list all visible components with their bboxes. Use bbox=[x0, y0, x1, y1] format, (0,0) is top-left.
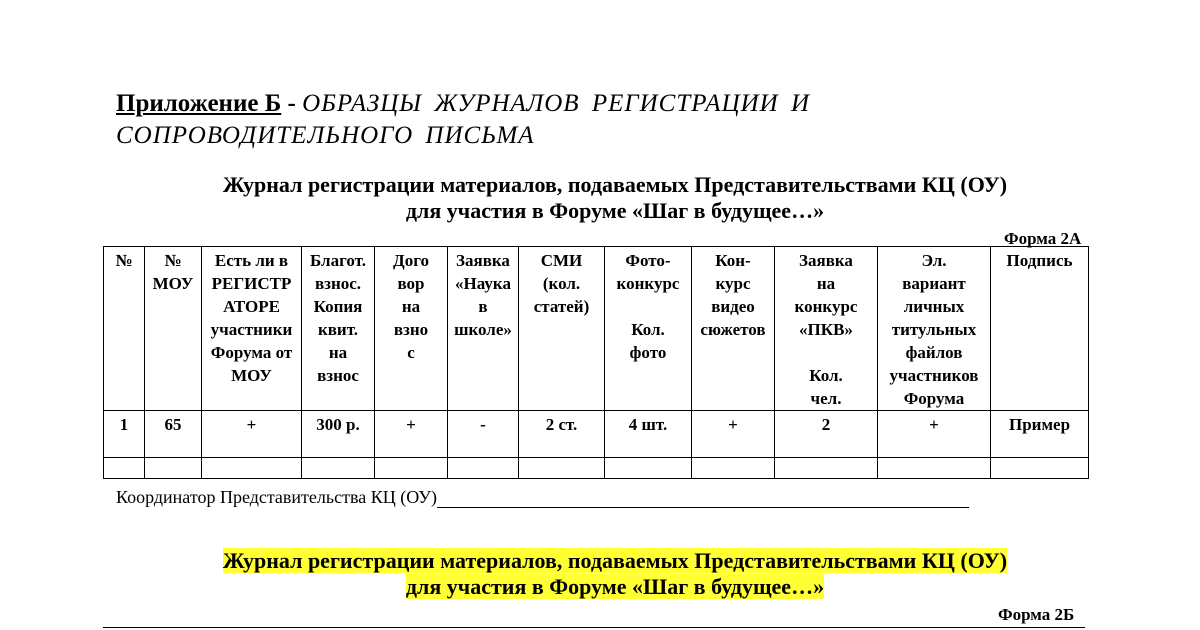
table2-top-border bbox=[103, 627, 1085, 628]
table-row-empty bbox=[104, 458, 1089, 479]
cell-files: + bbox=[878, 411, 991, 458]
form-2b-label: Форма 2Б bbox=[998, 605, 1075, 624]
signature-underline bbox=[437, 491, 969, 508]
header-media: СМИ (кол. статей) bbox=[519, 247, 605, 411]
cell-signature: Пример bbox=[991, 411, 1089, 458]
cell-pkv: 2 bbox=[775, 411, 878, 458]
heading-title-line2: СОПРОВОДИТЕЛЬНОГО ПИСЬМА bbox=[116, 122, 535, 149]
cell-science-app: - bbox=[448, 411, 519, 458]
header-science-app: Заявка «Наука в школе» bbox=[448, 247, 519, 411]
header-files: Эл. вариант личных титульных файлов участников Форума bbox=[878, 247, 991, 411]
header-mou: № МОУ bbox=[145, 247, 202, 411]
cell-registrator: + bbox=[202, 411, 302, 458]
cell-contract: + bbox=[375, 411, 448, 458]
form-2a-label: Форма 2А bbox=[1004, 229, 1082, 248]
cell-fee: 300 р. bbox=[302, 411, 375, 458]
header-signature: Подпись bbox=[991, 247, 1089, 411]
registration-table bbox=[103, 246, 1089, 479]
coordinator-line bbox=[116, 487, 969, 508]
appendix-heading bbox=[116, 88, 810, 152]
heading-title-line1: ОБРАЗЦЫ ЖУРНАЛОВ РЕГИСТРАЦИИ И bbox=[302, 90, 811, 117]
journal1-title-line2: для участия в Форуме «Шаг в будущее…» bbox=[405, 198, 825, 223]
table-row bbox=[104, 411, 1089, 458]
cell-video: + bbox=[692, 411, 775, 458]
cell-photo: 4 шт. bbox=[605, 411, 692, 458]
header-pkv: Заявка на конкурс «ПКВ» Кол. чел. bbox=[775, 247, 878, 411]
header-registrator: Есть ли в РЕГИСТР АТОРЕ участники Форума от МОУ bbox=[202, 247, 302, 411]
cell-number: 1 bbox=[104, 411, 145, 458]
header-contract: Дого вор на взно с bbox=[375, 247, 448, 411]
cell-media: 2 ст. bbox=[519, 411, 605, 458]
journal1-title-line1: Журнал регистрации материалов, подаваемых Представительствами КЦ (ОУ) bbox=[222, 172, 1008, 197]
header-fee: Благот. взнос. Копия квит. на взнос bbox=[302, 247, 375, 411]
appendix-label: Приложение Б bbox=[116, 90, 282, 117]
journal2-title-line1: Журнал регистрации материалов, подаваемых Представительствами КЦ (ОУ) bbox=[222, 548, 1008, 573]
header-number: № bbox=[104, 247, 145, 411]
journal1-title bbox=[0, 172, 1200, 224]
journal2-title-line2: для участия в Форуме «Шаг в будущее…» bbox=[405, 574, 825, 599]
journal2-title bbox=[0, 548, 1200, 600]
header-video: Кон- курс видео сюжетов bbox=[692, 247, 775, 411]
table-header-row bbox=[104, 247, 1089, 411]
header-photo: Фото- конкурс Кол. фото bbox=[605, 247, 692, 411]
cell-mou: 65 bbox=[145, 411, 202, 458]
heading-dash: - bbox=[287, 90, 296, 117]
coordinator-label: Координатор Представительства КЦ (ОУ) bbox=[116, 487, 437, 507]
